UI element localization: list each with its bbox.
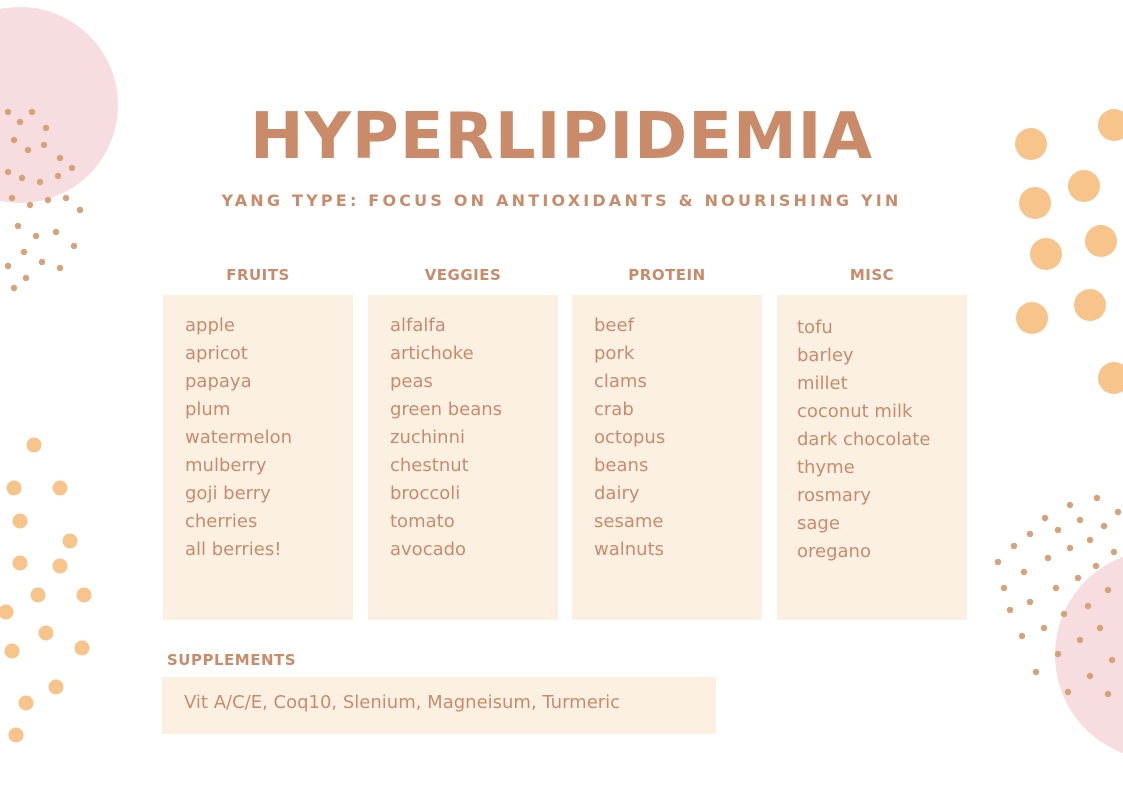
protein-list [594, 312, 762, 564]
pink-blob-bottom-right [1055, 550, 1123, 760]
decorative-dot [21, 249, 27, 255]
decorative-dot [1067, 545, 1073, 551]
decorative-dot [1053, 585, 1059, 591]
list-item: chestnut [390, 455, 469, 476]
list-item: clams [594, 371, 647, 392]
decorative-dot [5, 644, 20, 659]
decorative-dot [0, 605, 14, 620]
veggies-heading: VEGGIES [424, 266, 502, 284]
misc-heading: MISC [849, 266, 895, 284]
list-item: watermelon [185, 427, 292, 448]
decorative-dot [1085, 603, 1091, 609]
decorative-dot [33, 233, 39, 239]
list-item: dark chocolate [797, 429, 931, 450]
list-item: alfalfa [390, 315, 446, 336]
decorative-dot [1041, 625, 1047, 631]
decorative-dot [1085, 225, 1117, 257]
decorative-dot [49, 680, 64, 695]
decorative-dot [5, 263, 11, 269]
decorative-dot [1101, 523, 1107, 529]
list-item: avocado [390, 539, 467, 560]
veggies-list [390, 312, 558, 564]
list-item: broccoli [390, 483, 461, 504]
decorative-dot [1087, 537, 1093, 543]
list-item: barley [797, 345, 854, 366]
page-title: HYPERLIPIDEMIA [250, 100, 873, 174]
list-item: all berries! [185, 539, 282, 560]
list-item: sesame [594, 511, 664, 532]
decorative-dot [995, 559, 1001, 565]
list-item: dairy [594, 483, 640, 504]
decorative-dot [1042, 515, 1048, 521]
decorative-dot [53, 481, 68, 496]
decorative-dot [1011, 543, 1017, 549]
decorative-dot [1111, 549, 1117, 555]
decorative-dot [1027, 599, 1033, 605]
protein-list-box [572, 295, 762, 620]
list-item: apricot [185, 343, 248, 364]
decorative-dot [1065, 689, 1071, 695]
list-item: beans [594, 455, 649, 476]
decorative-dot [1045, 555, 1051, 561]
decorative-dot [37, 179, 43, 185]
list-item: goji berry [185, 483, 271, 504]
list-item: tofu [797, 317, 833, 338]
decorative-dot [1077, 637, 1083, 643]
list-item: crab [594, 399, 634, 420]
list-item: plum [185, 399, 231, 420]
decorative-dot [1016, 302, 1048, 334]
decorative-dot [1105, 691, 1111, 697]
list-item: millet [797, 373, 848, 394]
decorative-dot [23, 275, 29, 281]
decorative-dot [13, 514, 28, 529]
decorative-dot [1067, 502, 1073, 508]
list-item: sage [797, 513, 840, 534]
list-item: artichoke [390, 343, 474, 364]
decorative-dot [1105, 587, 1111, 593]
list-item: rosmary [797, 485, 872, 506]
supplements-text: Vit A/C/E, Coq10, Slenium, Magneisum, Turmeric [184, 692, 621, 713]
supplements-box [162, 677, 716, 734]
decorative-dot [77, 588, 92, 603]
decorative-dot [19, 696, 34, 711]
decorative-dot [75, 641, 90, 656]
decorative-dot [31, 588, 46, 603]
misc-list-box [777, 295, 967, 620]
decorative-dot [63, 534, 78, 549]
fruits-list-box [163, 295, 353, 620]
decorative-dot [53, 559, 68, 574]
decorative-dot [1021, 569, 1027, 575]
decorative-dot [39, 626, 54, 641]
decorative-dot [9, 728, 24, 743]
protein-heading: PROTEIN [628, 266, 706, 284]
decorative-dot [7, 481, 22, 496]
decorative-dot [1055, 651, 1061, 657]
decorative-dot [1027, 531, 1033, 537]
list-item: coconut milk [797, 401, 913, 422]
decorative-dot [1075, 575, 1081, 581]
decorative-dot [1109, 657, 1115, 663]
decorative-dot [15, 223, 21, 229]
list-item: octopus [594, 427, 666, 448]
decorative-dot [1033, 669, 1039, 675]
list-item: papaya [185, 371, 252, 392]
fruits-list [185, 312, 353, 564]
decorative-dot [1077, 517, 1083, 523]
decorative-dot [1097, 625, 1103, 631]
list-item: apple [185, 315, 235, 336]
decorative-dot [1093, 563, 1099, 569]
decorative-dot [71, 243, 77, 249]
list-item: peas [390, 371, 433, 392]
fruits-heading: FRUITS [226, 266, 290, 284]
decorative-dot [19, 175, 25, 181]
list-item: pork [594, 343, 635, 364]
decorative-dot [1019, 633, 1025, 639]
supplements-heading: SUPPLEMENTS [167, 651, 297, 669]
veggies-list-box [368, 295, 558, 620]
decorative-dot [1115, 509, 1121, 515]
list-item: green beans [390, 399, 503, 420]
list-item: thyme [797, 457, 855, 478]
decorative-dot [1074, 289, 1106, 321]
list-item: beef [594, 315, 634, 336]
decorative-dot [11, 285, 17, 291]
decorative-dot [1030, 238, 1062, 270]
decorative-dot [13, 556, 28, 571]
decorative-dot [1087, 673, 1093, 679]
decorative-dot [1055, 527, 1061, 533]
list-item: oregano [797, 541, 871, 562]
decorative-dot [1094, 495, 1100, 501]
decorative-dot [39, 259, 45, 265]
decorative-dot [1001, 585, 1007, 591]
dot-cluster-bottom-left [0, 438, 92, 743]
decorative-dot [27, 438, 42, 453]
page-subtitle: YANG TYPE: FOCUS ON ANTIOXIDANTS & NOURISHING YIN [221, 191, 902, 210]
list-item: walnuts [594, 539, 665, 560]
decorative-dot [1098, 362, 1123, 394]
decorative-dot [57, 265, 63, 271]
list-item: mulberry [185, 455, 267, 476]
decorative-dot [1007, 607, 1013, 613]
decorative-dot [53, 229, 59, 235]
list-item: cherries [185, 511, 258, 532]
list-item: zuchinni [390, 427, 465, 448]
misc-list [797, 314, 967, 566]
list-item: tomato [390, 511, 455, 532]
decorative-dot [1061, 611, 1067, 617]
